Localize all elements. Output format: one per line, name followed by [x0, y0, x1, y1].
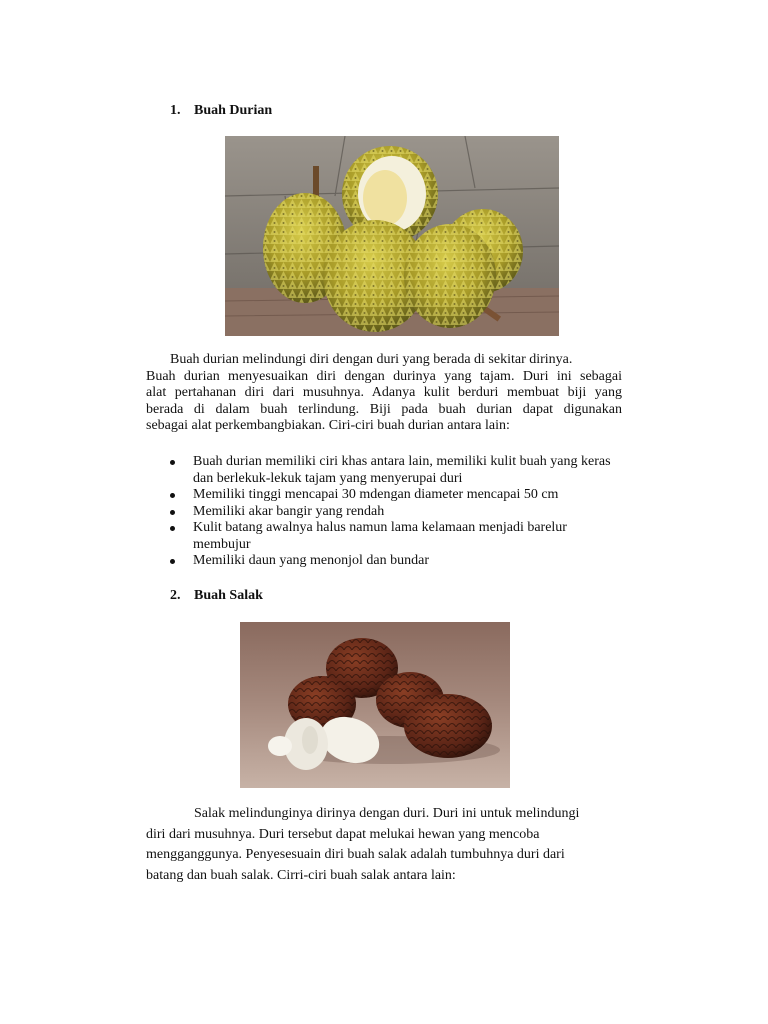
bullet-icon	[170, 510, 175, 515]
durian-traits-list	[170, 454, 620, 570]
paragraph-line: Salak melindunginya dirinya dengan duri. Duri ini untuk melindungi	[194, 806, 580, 821]
list-item: Buah durian memiliki ciri khas antara lain, memiliki kulit buah yang keras dan berlekuk-lekuk tajam yang menyerupai duri	[170, 454, 620, 487]
list-item: Memiliki tinggi mencapai 30 mdengan diameter mencapai 50 cm	[170, 487, 620, 504]
salak-photo	[240, 622, 510, 788]
list-item: Memiliki daun yang menonjol dan bundar	[170, 553, 620, 570]
section-heading-salak	[170, 588, 263, 604]
paragraph-line: diri dari musuhnya. Duri tersebut dapat melukai hewan yang mencoba	[146, 826, 540, 842]
bullet-icon	[170, 559, 175, 564]
paragraph-line: Buah durian melindungi diri dengan duri yang berada di sekitar dirinya.	[170, 352, 573, 367]
paragraph-line: sebagai alat perkembangbiakan. Ciri-ciri buah durian antara lain:	[146, 418, 510, 433]
section-heading-durian	[170, 103, 272, 119]
list-item: Kulit batang awalnya halus namun lama kelamaan menjadi barelur membujur	[170, 520, 620, 553]
paragraph-line: Buah durian menyesuaikan diri dengan durinya yang tajam. Duri ini sebagai	[146, 368, 622, 384]
section-title: Buah Durian	[194, 103, 273, 118]
salak-paragraph	[146, 804, 622, 886]
list-item: Memiliki akar bangir yang rendah	[170, 504, 620, 521]
bullet-icon	[170, 526, 175, 531]
durian-paragraph	[146, 352, 622, 435]
section-number: 2.	[170, 588, 181, 603]
paragraph-line: batang dan buah salak. Cirri-ciri buah salak antara lain:	[146, 867, 456, 883]
paragraph-line: alat pertahanan diri dari musuhnya. Adanya kulit berduri membuat biji yang	[146, 385, 622, 400]
bullet-icon	[170, 460, 175, 465]
paragraph-line: mengganggunya. Penyesesuain diri buah salak adalah tumbuhnya duri dari	[146, 847, 565, 862]
durian-photo	[225, 136, 559, 336]
section-title: Buah Salak	[194, 588, 263, 603]
paragraph-line: berada di dalam buah terlindung. Biji pada buah durian dapat digunakan	[146, 401, 622, 417]
section-number: 1.	[170, 103, 181, 118]
bullet-icon	[170, 493, 175, 498]
